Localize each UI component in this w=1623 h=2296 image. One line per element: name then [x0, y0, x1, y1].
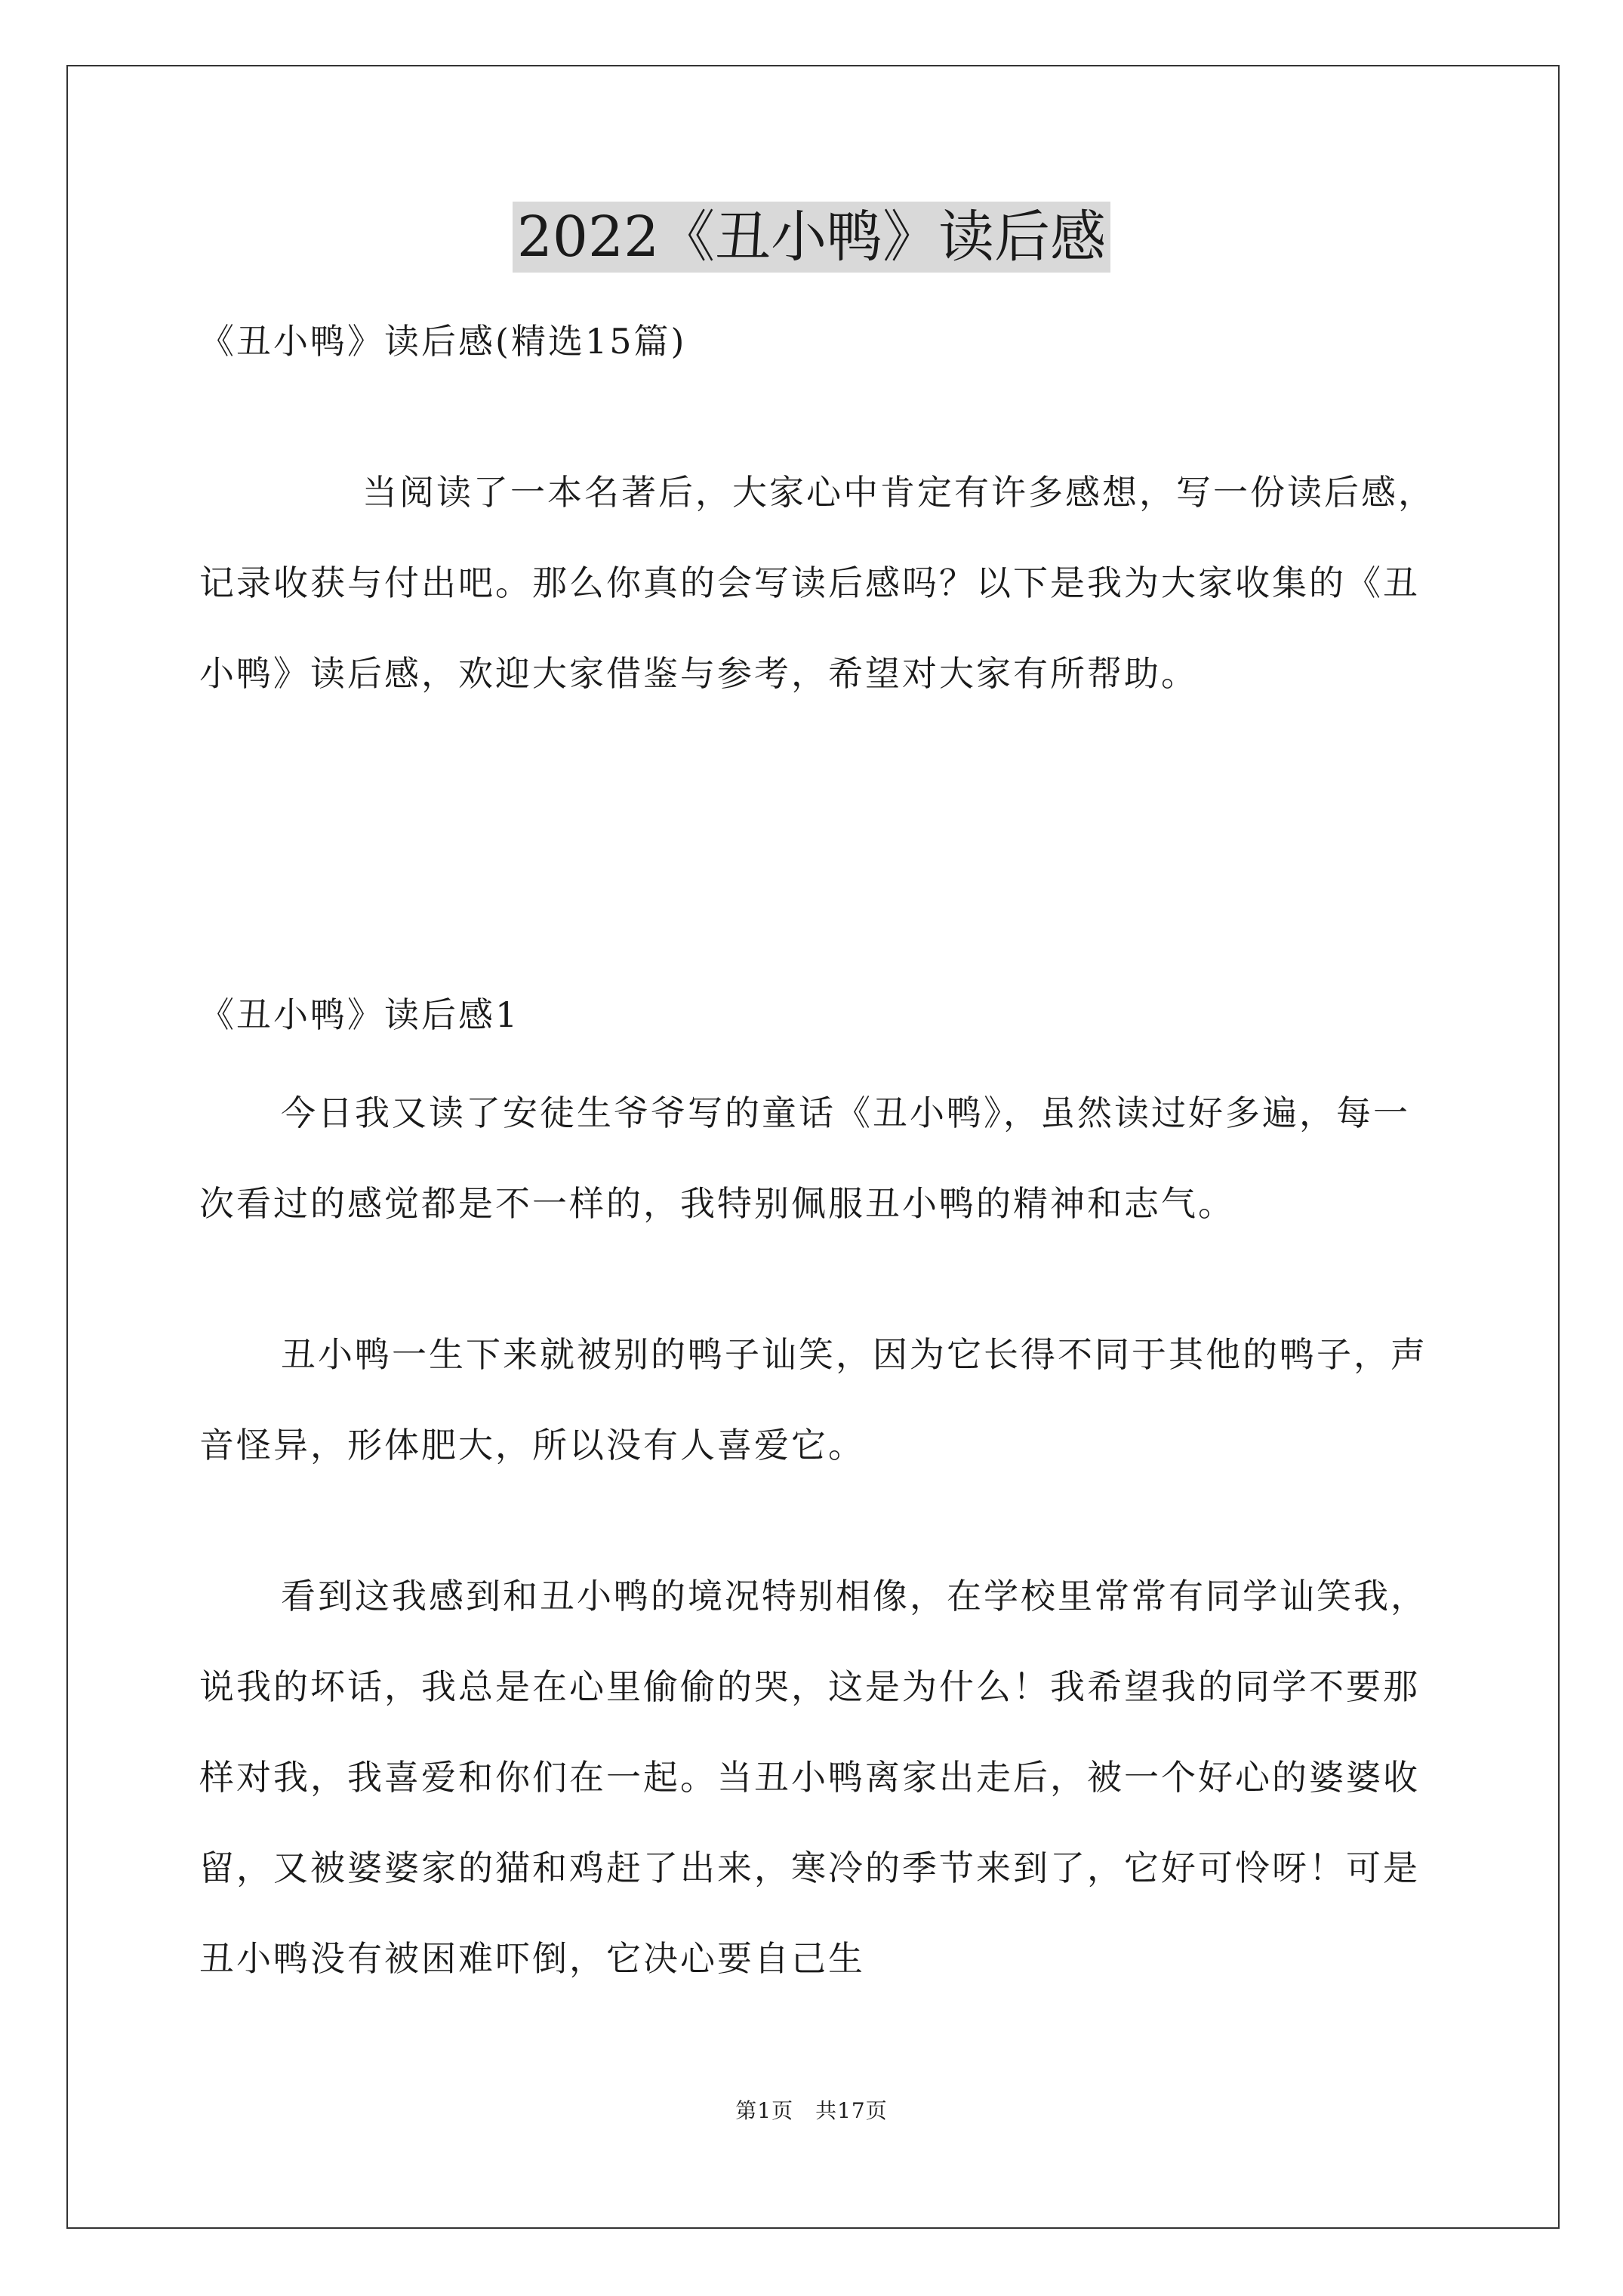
- document-subtitle: 《丑小鸭》读后感(精选15篇): [199, 321, 687, 362]
- document-title-text: 2022《丑小鸭》读后感: [513, 202, 1110, 273]
- document-title: [0, 198, 1623, 276]
- body-paragraph-1: 今日我又读了安徒生爷爷写的童话《丑小鸭》，虽然读过好多遍，每一次看过的感觉都是不一样的，我特别佩服丑小鸭的精神和志气。: [199, 1093, 1410, 1224]
- body-paragraph-3: 看到这我感到和丑小鸭的境况特别相像，在学校里常常有同学讪笑我，说我的坏话，我总是在心里偷偷的哭，这是为什么！我希望我的同学不要那样对我，我喜爱和你们在一起。当丑小鸭离家出走后，被一个好心的婆婆收留，又被婆婆家的猫和鸡赶了出来，寒冷的季节来到了，它好可怜呀！可是丑小鸭没有被困难吓倒，它决心要自己生: [199, 1576, 1427, 1979]
- page-number-footer: 第1页 共17页: [735, 2098, 888, 2123]
- body-paragraph-2: 丑小鸭一生下来就被别的鸭子讪笑，因为它长得不同于其他的鸭子，声音怪异，形体肥大，所以没有人喜爱它。: [199, 1334, 1427, 1465]
- intro-paragraph: 当阅读了一本名著后，大家心中肯定有许多感想，写一份读后感，记录收获与付出吧。那么你真的会写读后感吗？以下是我为大家收集的《丑小鸭》读后感，欢迎大家借鉴与参考，希望对大家有所帮助。: [199, 472, 1435, 694]
- section-heading: 《丑小鸭》读后感1: [199, 994, 520, 1035]
